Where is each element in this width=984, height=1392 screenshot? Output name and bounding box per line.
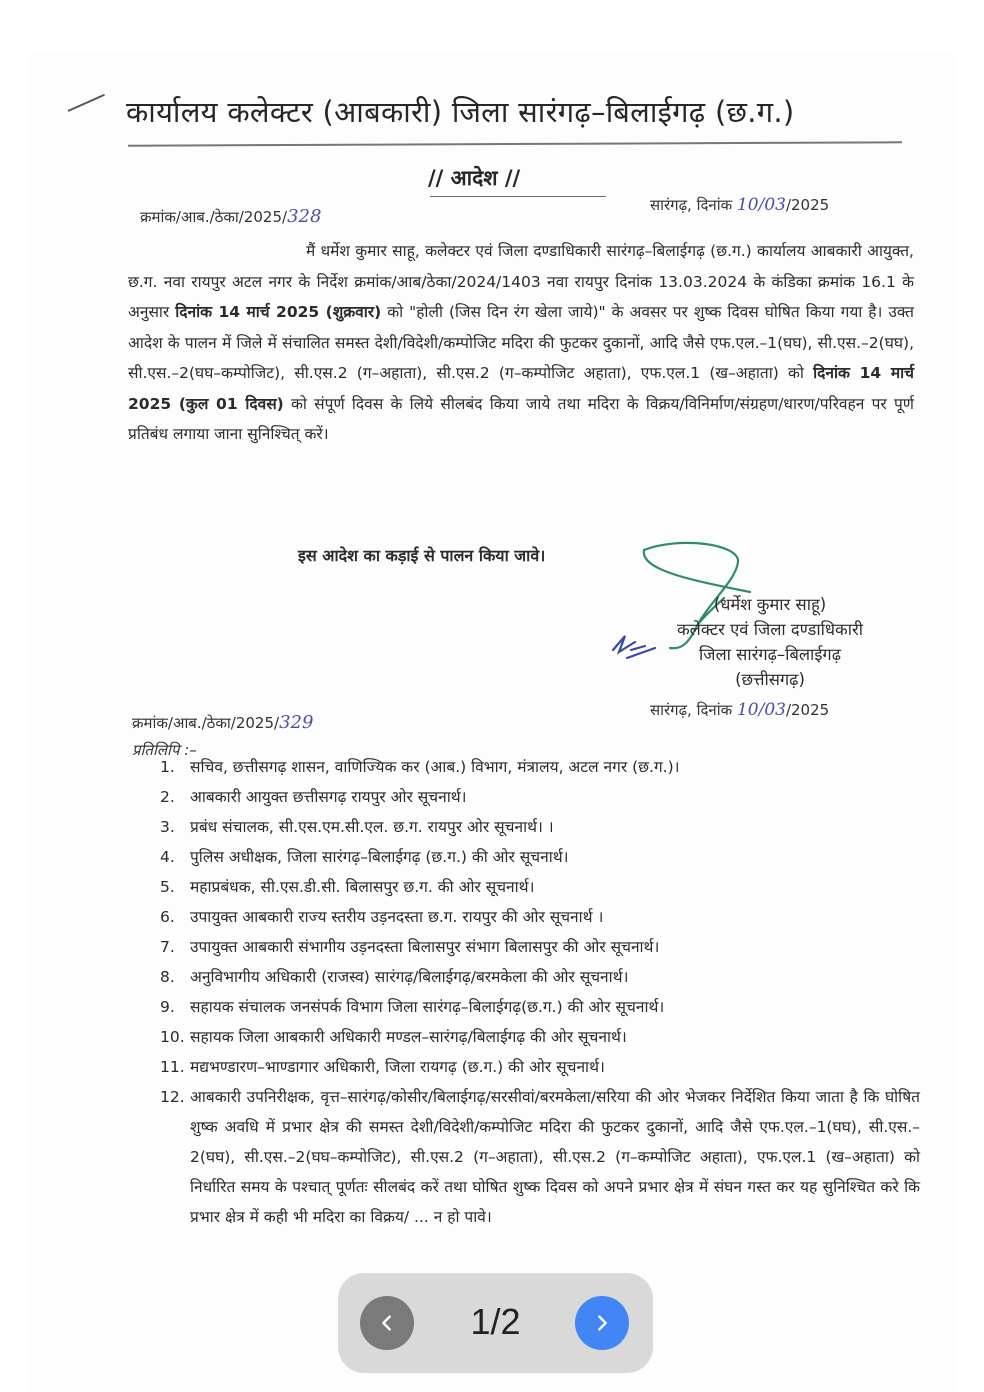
item-number: 4. [160,848,175,866]
item-text: उपायुक्त आबकारी संभागीय उड़नदस्ता बिलासपुर संभाग बिलासपुर की ओर सूचनार्थ। [190,938,660,956]
enforcement-line: इस आदेश का कड़ाई से पालन किया जावे। [298,546,546,565]
chevron-left-icon [376,1312,398,1334]
item-number: 1. [160,758,175,776]
signatory-state: (छत्तीसगढ़) [735,670,805,689]
signatory-name: (धर्मेश कुमार साहू) [713,595,827,614]
item-text: सहायक संचालक जनसंपर्क विभाग जिला सारंगढ़–बिलाईगढ़(छ.ग.) की ओर सूचनार्थ। [190,998,665,1016]
copy-date-prefix: सारंगढ़, दिनांक [650,701,733,719]
item-text: आबकारी उपनिरीक्षक, वृत्त–सारंगढ़/कोसीर/बिलाईगढ़/सरसीवां/बरमकेला/सरिया की ओर भेजकर निर्देशित किया जाता है कि घोषित शुष्क अवधि में प्रभार क्षेत्र की समस्त देशी/विदेशी/कम्पोजिट मदिरा की फुटकर दुकानों, आदि जैसे एफ.एल.–1(घघ), सी.एस.–2(घघ), सी.एस.–2(घघ–कम्पोजिट), सी.एस.2 (ग–अहाता), सी.एस.2 (ग–कम्पोजिट अहाता), एफ.एल.1 (ख–अहाता) को निर्धारित समय के पश्चात् पूर्णतः सीलबंद करें तथा घोषित शुष्क दिवस को अपने प्रभार क्षेत्र में संघन गस्त कर यह सुनिश्चित करे कि प्रभार क्षेत्र में कही भी मदिरा का विक्रय/ ... न हो पावे। [190,1088,921,1226]
item-text: अनुविभागीय अधिकारी (राजस्व) सारंगढ़/बिलाईगढ़/बरमकेला की ओर सूचनार्थ। [190,968,629,986]
item-number: 12. [160,1088,185,1106]
copy-recipient [160,1052,920,1082]
copy-recipient [160,932,920,962]
next-page-button[interactable] [575,1296,629,1350]
copy-recipient [160,782,920,812]
order-date-prefix: सारंगढ़, दिनांक [650,196,733,214]
item-number: 2. [160,788,175,806]
copy-recipient [160,842,920,872]
body-text-1: मैं धर्मेश कुमार साहू, कलेक्टर एवं जिला दण्डाधिकारी सारंगढ़–बिलाईगढ़ (छ.ग.) कार्यालय आबकारी आयुक्त, छ.ग. नवा रायपुर अटल नगर के निर्देश क्रमांक/आब/ठेका/2024/1403 नवा रायपुर दिनांक 13.03.2024 के कंडिका क्रमांक 16.1 के अनुसार [128,242,914,321]
item-number: 9. [160,998,175,1016]
copy-recipient [160,992,920,1022]
item-number: 10. [160,1028,185,1046]
item-number: 5. [160,878,175,896]
body-text-2: को "होली (जिस दिन रंग खेला जाये)" के अवसर पर शुष्क दिवस घोषित किया गया है। उक्त आदेश के पालन में जिले में संचालित समस्त देशी/विदेशी/कम्पोजिट मदिरा की फुटकर दुकानों, आदि जैसे एफ.एल.–1(घघ), सी.एस.–2(घघ), सी.एस.–2(घघ–कम्पोजिट), सी.एस.2 (ग–अहाता), सी.एस.2 (ग–कम्पोजिट अहाता), एफ.एल.1 (ख–अहाता) को [128,303,914,382]
previous-page-button[interactable] [360,1296,414,1350]
item-number: 3. [160,818,175,836]
signatory-designation: कलेक्टर एवं जिला दण्डाधिकारी [676,620,863,639]
copy-recipient [160,1022,920,1052]
item-text: प्रबंध संचालक, सी.एस.एम.सी.एल. छ.ग. रायपुर ओर सूचनार्थ। । [190,818,554,836]
body-text-3: को संपूर्ण दिवस के लिये सीलबंद किया जाये तथा मदिरा के विक्रय/विनिर्माण/संग्रहण/धारण/परिवहन पर पूर्ण प्रतिबंध लगाया जाना सुनिश्चित् करें। [128,394,914,443]
item-text: सहायक जिला आबकारी अधिकारी मण्डल–सारंगढ़/बिलाईगढ़ की ओर सूचनार्थ। [190,1028,627,1046]
item-number: 7. [160,938,175,956]
order-date-handwritten: 10/03 [736,195,786,215]
chevron-right-icon [591,1312,613,1334]
body-duration-bold: दिनांक 14 मार्च 2025 (कुल 01 दिवस) [128,364,914,413]
signatory-district: जिला सारंगढ़–बिलाईगढ़ [698,645,842,664]
order-heading-underline [430,196,606,197]
copy-reference-prefix: क्रमांक/आब./ठेका/2025/ [132,714,280,732]
body-date-bold: दिनांक 14 मार्च 2025 (शुक्रवार) [175,303,382,321]
order-reference-number: 328 [287,206,322,227]
copy-date-handwritten: 10/03 [736,700,786,720]
copy-recipient-list [160,752,920,1232]
copy-recipient [160,812,920,842]
item-text: आबकारी आयुक्त छत्तीसगढ़ रायपुर ओर सूचनार्थ। [190,788,467,806]
order-reference-prefix: क्रमांक/आब./ठेका/2025/ [140,208,288,226]
order-reference [140,206,321,227]
copy-date-year: /2025 [785,701,830,719]
copy-recipient [160,902,920,932]
copy-to-label: प्रतिलिपि :– [132,741,197,759]
copy-recipient [160,1082,920,1232]
item-text: मद्यभण्डारण–भाण्डागार अधिकारी, जिला रायगढ़ (छ.ग.) की ओर सूचनार्थ। [190,1058,605,1076]
copy-date [650,700,829,720]
order-date [650,195,829,215]
order-body [128,236,914,450]
copy-recipient [160,962,920,992]
item-number: 11. [160,1058,185,1076]
page-counter: 1/2 [470,1301,521,1342]
office-title: कार्यालय कलेक्टर (आबकारी) जिला सारंगढ़–बिलाईगढ़ (छ.ग.) [126,95,795,129]
order-date-year: /2025 [785,196,830,214]
copy-recipient [160,872,920,902]
item-number: 6. [160,908,175,926]
page-navigator [338,1273,653,1373]
signatory-block [640,592,900,692]
copy-recipient [160,752,920,782]
item-number: 8. [160,968,175,986]
item-text: महाप्रबंधक, सी.एस.डी.सी. बिलासपुर छ.ग. की ओर सूचनार्थ। [190,878,535,896]
item-text: उपायुक्त आबकारी राज्य स्तरीय उड़नदस्ता छ.ग. रायपुर की ओर सूचनार्थ । [190,908,604,926]
order-heading: // आदेश // [428,166,521,190]
item-text: सचिव, छत्तीसगढ़ शासन, वाणिज्यिक कर (आब.) विभाग, मंत्रालय, अटल नगर (छ.ग.)। [190,758,680,776]
copy-reference [132,712,313,733]
item-text: पुलिस अधीक्षक, जिला सारंगढ़–बिलाईगढ़ (छ.ग.) की ओर सूचनार्थ। [190,848,569,866]
copy-reference-number: 329 [279,712,314,733]
